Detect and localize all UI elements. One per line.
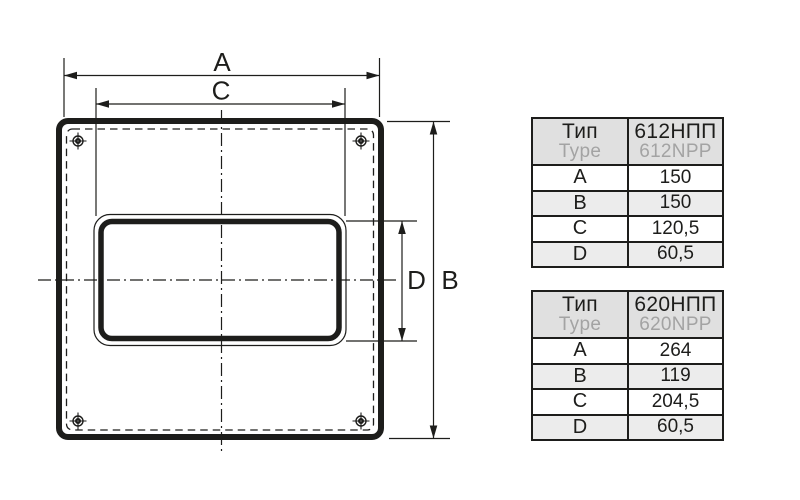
model-label-en: 612NPP: [639, 141, 712, 162]
param-cell: C: [533, 217, 629, 241]
table-row: [533, 363, 722, 389]
dim-label-A: A: [213, 47, 231, 77]
value-cell: 119: [660, 365, 691, 387]
header-type-cell: [533, 119, 629, 164]
table-row: [533, 414, 722, 440]
value-cell: 60,5: [657, 243, 694, 265]
param-cell: A: [533, 339, 629, 363]
param-cell: C: [533, 390, 629, 414]
table-header: [533, 119, 722, 164]
table-row: [533, 190, 722, 216]
type-label-ru: Тип: [562, 120, 598, 143]
dim-label-D: D: [407, 265, 426, 295]
param-cell: B: [533, 365, 629, 389]
param-cell: B: [533, 192, 629, 216]
table-row: [533, 164, 722, 190]
model-label-ru: 620НПП: [634, 293, 717, 316]
type-label-en: Type: [558, 314, 602, 335]
model-label-en: 620NPP: [639, 314, 712, 335]
header-type-cell: [533, 292, 629, 337]
param-cell: D: [533, 416, 629, 440]
model-label-ru: 612НПП: [634, 120, 717, 143]
header-model-cell: [629, 292, 722, 337]
value-cell: 204,5: [651, 390, 700, 412]
table-row: [533, 337, 722, 363]
spec-table-612: [531, 117, 724, 268]
table-header: [533, 292, 722, 337]
value-cell: 150: [659, 192, 692, 214]
spec-table-620: [531, 290, 724, 441]
dim-label-B: B: [441, 265, 459, 295]
plate-outline: [59, 121, 381, 437]
value-cell: 264: [659, 339, 692, 361]
header-model-cell: [629, 119, 722, 164]
value-cell: 60,5: [657, 416, 694, 438]
param-cell: D: [533, 243, 629, 267]
value-cell: 150: [659, 166, 692, 188]
param-cell: A: [533, 166, 629, 190]
type-label-en: Type: [558, 141, 602, 162]
table-row: [533, 215, 722, 241]
value-cell: 120,5: [651, 217, 700, 239]
dim-label-C: C: [211, 75, 231, 106]
table-row: [533, 241, 722, 267]
type-label-ru: Тип: [562, 293, 598, 316]
table-row: [533, 388, 722, 414]
